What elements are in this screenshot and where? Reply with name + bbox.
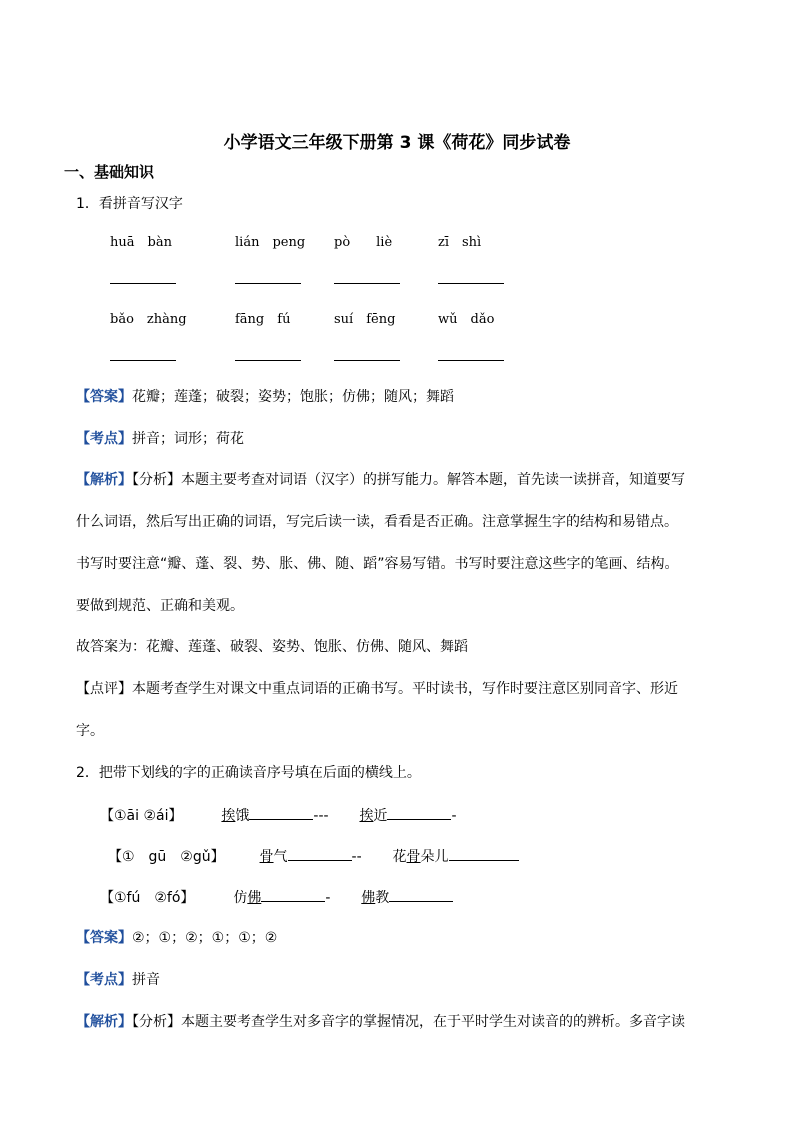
analysis-text: 【分析】本题主要考查学生对多音字的掌握情况，在于平时学生对读音的的辨析。多音字读 [132, 1014, 685, 1030]
answer-blank[interactable] [261, 887, 325, 902]
q1-comment-line: 【点评】本题考查学生对课文中重点词语的正确书写。平时读书，写作时要注意区别同音字、形近 [76, 681, 678, 697]
q1-analysis-line: 书写时要注意“瓣、蓬、裂、势、胀、佛、随、蹈”容易写错。书写时要注意这些字的笔画、结构。 [76, 556, 679, 572]
q2-analysis-line [76, 1012, 685, 1032]
q2-row-2 [108, 846, 519, 866]
separator: - [451, 808, 457, 824]
reading-options: 【①āi ②ái】 [100, 808, 183, 824]
underlined-char: 骨 [259, 849, 274, 865]
answer-blank[interactable] [235, 283, 301, 284]
separator: - [325, 890, 331, 906]
q1-analysis-line: 什么词语，然后写出正确的词语，写完后读一读，看看是否正确。注意掌握生字的结构和易错点。 [76, 514, 678, 530]
answer-tag: 【答案】 [76, 389, 132, 405]
q1-analysis-line [76, 470, 685, 490]
answer-blank[interactable] [334, 360, 400, 361]
answer-blank[interactable] [249, 805, 313, 820]
pinyin-3: pò liè [334, 235, 393, 250]
analysis-tag: 【解析】 [76, 1014, 132, 1030]
answer-blank[interactable] [288, 846, 352, 861]
answer-blank[interactable] [334, 283, 400, 284]
q1-answer [76, 387, 454, 407]
underlined-char: 骨 [406, 849, 421, 865]
q1-analysis-line: 要做到规范、正确和美观。 [76, 598, 244, 614]
reading-options: 【① gū ②gǔ】 [108, 849, 225, 865]
q1-point [76, 429, 244, 449]
underlined-char: 挨 [359, 808, 374, 824]
q2-point [76, 970, 160, 990]
point-tag: 【考点】 [76, 431, 132, 447]
reading-options: 【①fú ②fó】 [100, 890, 195, 906]
word-rest: 教 [375, 890, 390, 906]
underlined-char: 佛 [361, 890, 376, 906]
pinyin-2: lián peng [235, 235, 306, 250]
point-text: 拼音；词形；荷花 [132, 431, 244, 447]
word-rest: 近 [373, 808, 388, 824]
analysis-text: 【分析】本题主要考查对词语（汉字）的拼写能力。解答本题，首先读一读拼音，知道要写 [132, 472, 685, 488]
analysis-tag: 【解析】 [76, 472, 132, 488]
q1-solution: 故答案为：花瓣、莲蓬、破裂、姿势、饱胀、仿佛、随风、舞蹈 [76, 639, 468, 655]
underlined-char: 挨 [221, 808, 236, 824]
answer-blank[interactable] [110, 283, 176, 284]
answer-text: 花瓣；莲蓬；破裂；姿势；饱胀；仿佛；随风；舞蹈 [132, 389, 454, 405]
answer-blank[interactable] [438, 283, 504, 284]
answer-tag: 【答案】 [76, 930, 132, 946]
q2-row-3 [100, 887, 453, 907]
q2-answer [76, 928, 277, 948]
underlined-char: 佛 [247, 890, 262, 906]
question-1-stem: 1．看拼音写汉字 [76, 196, 183, 212]
pinyin-5: bǎo zhàng [110, 312, 187, 327]
answer-blank[interactable] [387, 805, 451, 820]
answer-blank[interactable] [449, 846, 519, 861]
page-title: 小学语文三年级下册第 3 课《荷花》同步试卷 [223, 133, 571, 153]
answer-blank[interactable] [110, 360, 176, 361]
pinyin-6: fāng fú [235, 312, 291, 327]
answer-blank[interactable] [389, 887, 453, 902]
separator: -- [351, 849, 362, 865]
section-heading: 一、基础知识 [64, 163, 155, 181]
word-rest: 气 [273, 849, 288, 865]
question-2-stem: 2．把带下划线的字的正确读音序号填在后面的横线上。 [76, 765, 421, 781]
point-text: 拼音 [132, 972, 160, 988]
answer-blank[interactable] [438, 360, 504, 361]
word-prefix: 仿 [233, 890, 248, 906]
q2-row-1 [100, 805, 457, 825]
separator: --- [313, 808, 329, 824]
pinyin-8: wǔ dǎo [438, 312, 495, 327]
word-rest: 饿 [235, 808, 250, 824]
point-tag: 【考点】 [76, 972, 132, 988]
answer-blank[interactable] [235, 360, 301, 361]
word-rest: 朵儿 [420, 849, 449, 865]
q1-comment-line: 字。 [76, 723, 104, 739]
pinyin-1: huā bàn [110, 235, 172, 250]
word-prefix: 花 [392, 849, 407, 865]
answer-text: ②；①；②；①；①；② [132, 930, 278, 946]
pinyin-7: suí fēng [334, 312, 396, 327]
pinyin-4: zī shì [438, 235, 482, 250]
